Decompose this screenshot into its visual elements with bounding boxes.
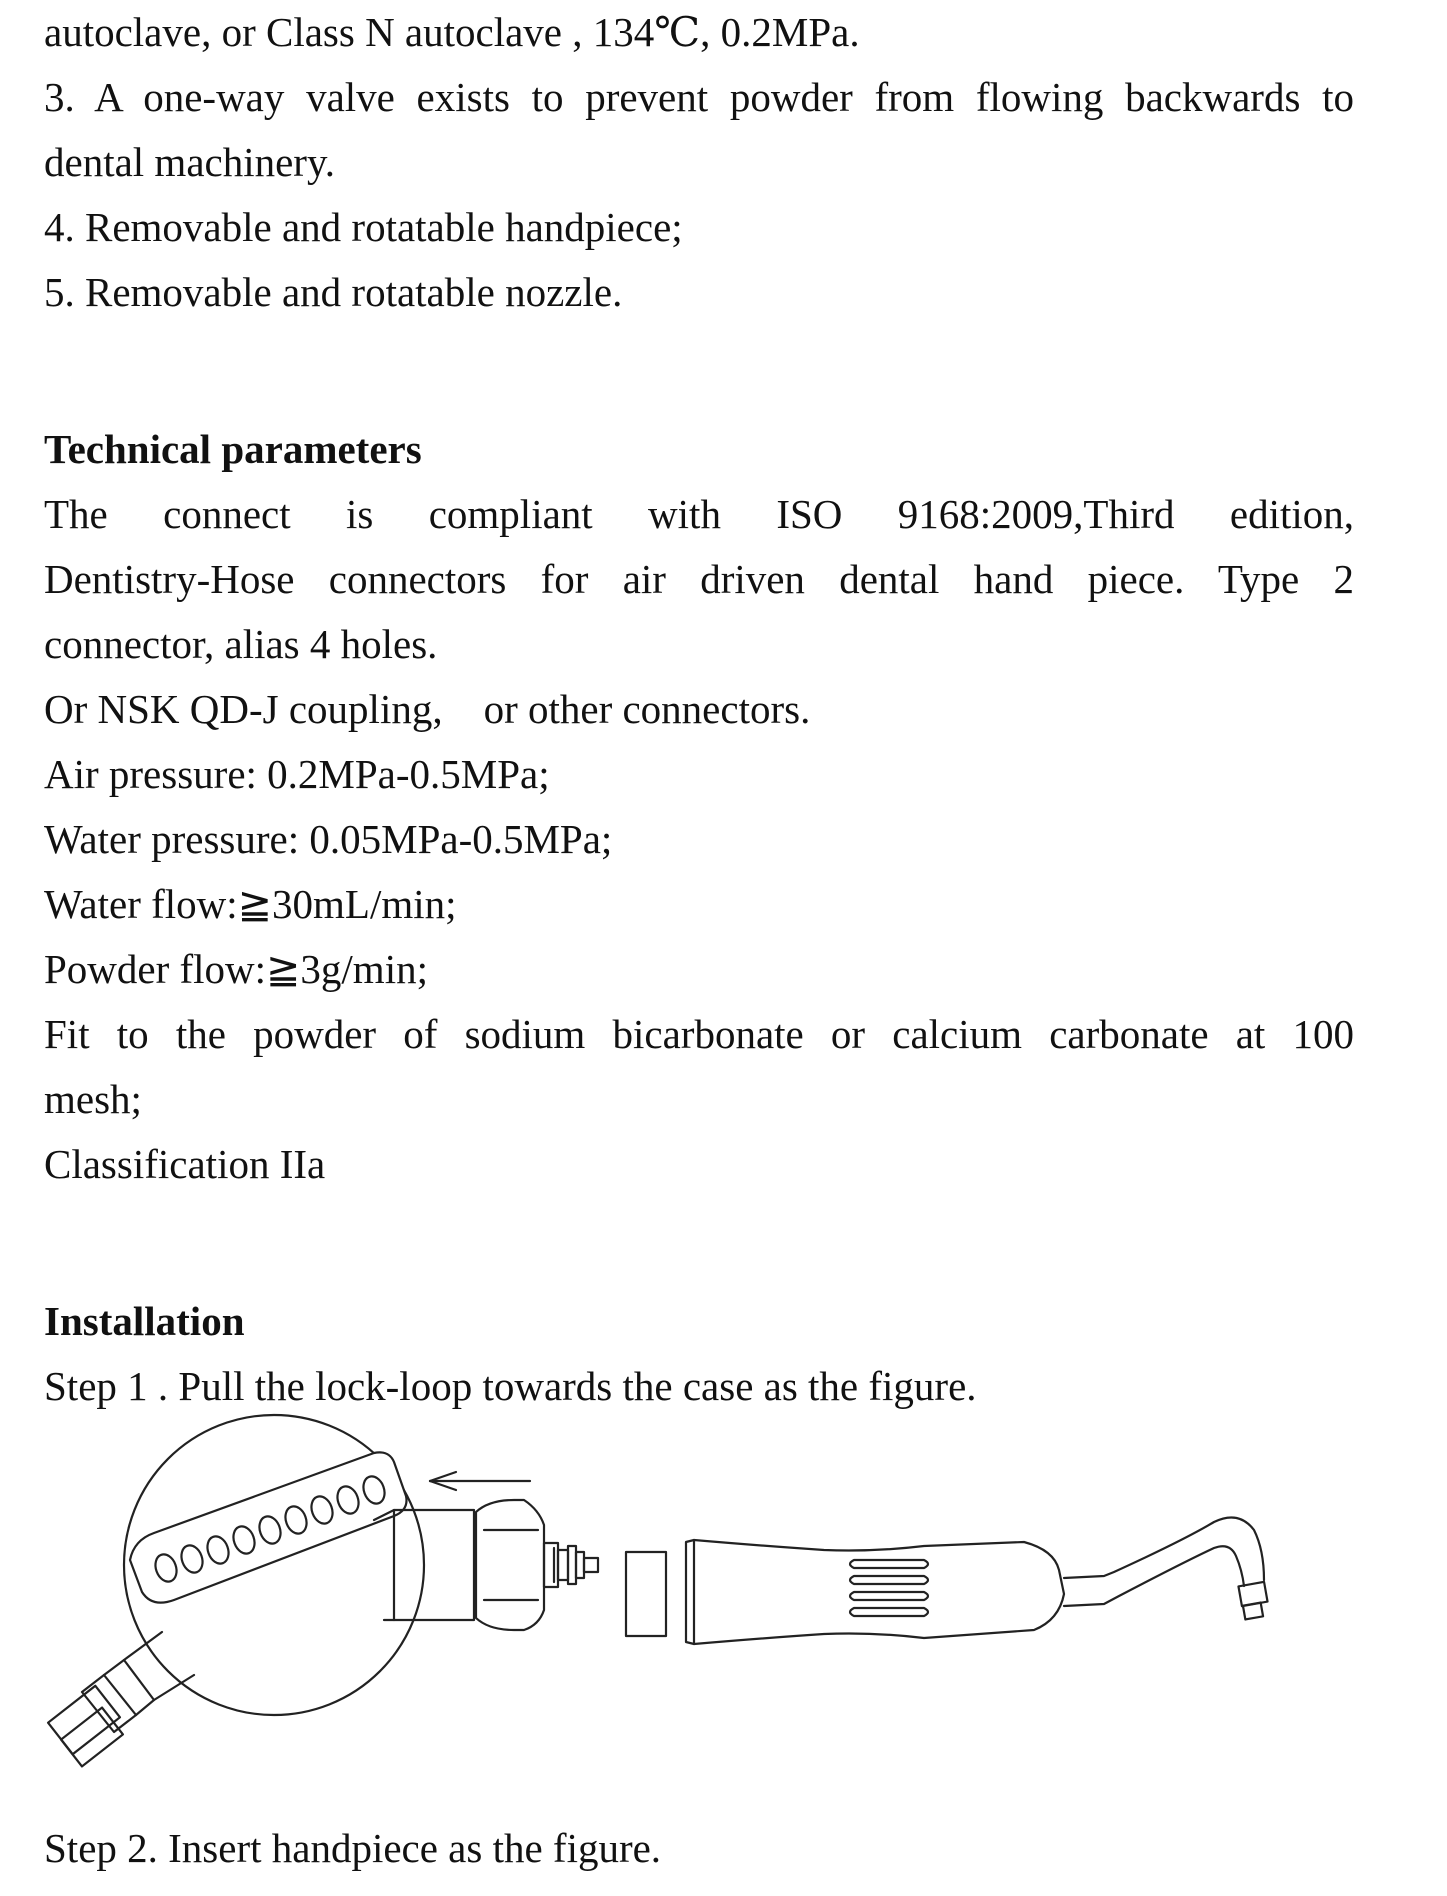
text-line: Water pressure: 0.05MPa-0.5MPa;	[44, 816, 613, 862]
text-line: The connect is compliant with ISO 9168:2009,Third edition,	[44, 491, 1354, 537]
text-line: Air pressure: 0.2MPa-0.5MPa;	[44, 751, 550, 797]
text-line: mesh;	[44, 1076, 142, 1122]
text-line: 3. A one-way valve exists to prevent powder from flowing backwards to	[44, 74, 1354, 120]
document-page	[44, 0, 1354, 1419]
step-2-text: Step 2. Insert handpiece as the figure.	[44, 1825, 662, 1871]
text-line: 4. Removable and rotatable handpiece;	[44, 204, 683, 250]
text-line: autoclave, or Class N autoclave , 134℃, 0.2MPa.	[44, 9, 860, 55]
handpiece-nozzle	[1064, 1518, 1268, 1620]
text-line: Water flow:≧30mL/min;	[44, 881, 457, 927]
handpiece-back-cap	[626, 1552, 666, 1636]
text-line: Fit to the powder of sodium bicarbonate or calcium carbonate at 100	[44, 1011, 1354, 1057]
section-heading-installation: Installation	[44, 1298, 245, 1344]
text-line: Dentistry-Hose connectors for air driven dental hand piece. Type 2	[44, 556, 1354, 602]
lock-loop-band	[130, 1452, 407, 1602]
text-line: Classification IIa	[44, 1141, 326, 1187]
direction-arrow-icon	[430, 1472, 530, 1490]
text-line: dental machinery.	[44, 139, 336, 185]
text-line: Or NSK QD-J coupling, or other connectors.	[44, 686, 811, 732]
quick-coupling	[544, 1543, 598, 1587]
connector-sleeve	[476, 1500, 544, 1630]
step-1-text: Step 1 . Pull the lock-loop towards the case as the figure.	[44, 1363, 977, 1409]
section-heading-technical: Technical parameters	[44, 426, 422, 472]
prophy-jet-handpiece-diagram-icon	[44, 1400, 1284, 1800]
text-line: connector, alias 4 holes.	[44, 621, 438, 667]
handpiece-body	[686, 1540, 1064, 1644]
text-line: 5. Removable and rotatable nozzle.	[44, 269, 623, 315]
text-line: Powder flow:≧3g/min;	[44, 946, 428, 992]
hose-fitting	[48, 1632, 194, 1766]
